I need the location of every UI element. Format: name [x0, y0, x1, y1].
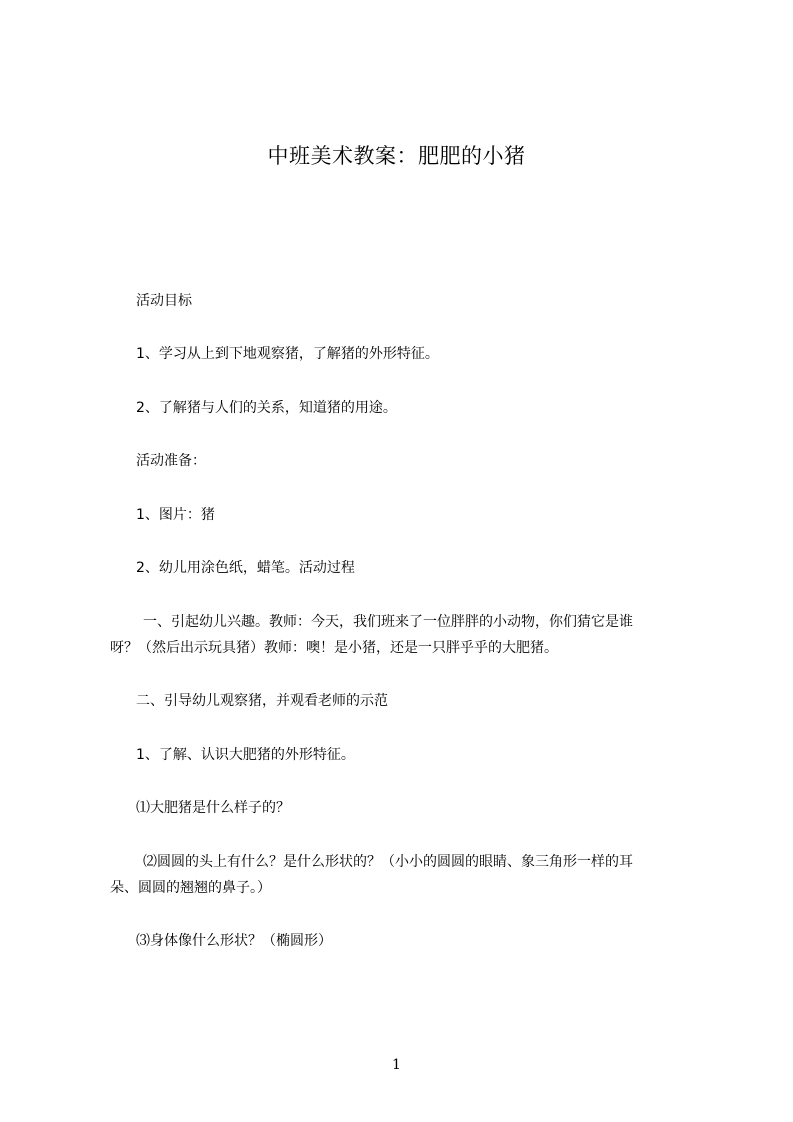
question-1: ⑴大肥猪是什么样子的？: [136, 800, 290, 816]
process-step-1-line-2: 呀？（然后出示玩具猪）教师：噢！是小猪，还是一只胖乎乎的大肥猪。: [110, 640, 558, 656]
document-title: 中班美术教案：肥肥的小猪: [267, 144, 526, 168]
observe-item-1: 1、了解、认识大肥猪的外形特征。: [136, 747, 355, 763]
section-heading-preparation: 活动准备：: [136, 453, 206, 469]
process-step-1-line-1: 一、引起幼儿兴趣。教师：今天，我们班来了一位胖胖的小动物，你们猜它是谁: [143, 614, 633, 630]
question-2-line-1: ⑵圆圆的头上有什么？是什么形状的？（小小的圆圆的眼睛、象三角形一样的耳: [143, 854, 633, 870]
goal-item-2: 2、了解猪与人们的关系，知道猪的用途。: [136, 400, 397, 416]
question-2-line-2: 朵、圆圆的翘翘的鼻子。）: [110, 880, 271, 896]
preparation-item-1: 1、图片：猪: [136, 507, 215, 523]
process-step-2: 二、引导幼儿观察猪，并观看老师的示范: [136, 693, 388, 709]
page-number: 1: [392, 1057, 401, 1073]
section-heading-goals: 活动目标: [136, 293, 192, 309]
goal-item-1: 1、学习从上到下地观察猪，了解猪的外形特征。: [136, 346, 439, 362]
question-3: ⑶身体像什么形状？（椭圆形）: [136, 933, 332, 949]
preparation-item-2: 2、幼儿用涂色纸，蜡笔。活动过程: [136, 560, 355, 576]
